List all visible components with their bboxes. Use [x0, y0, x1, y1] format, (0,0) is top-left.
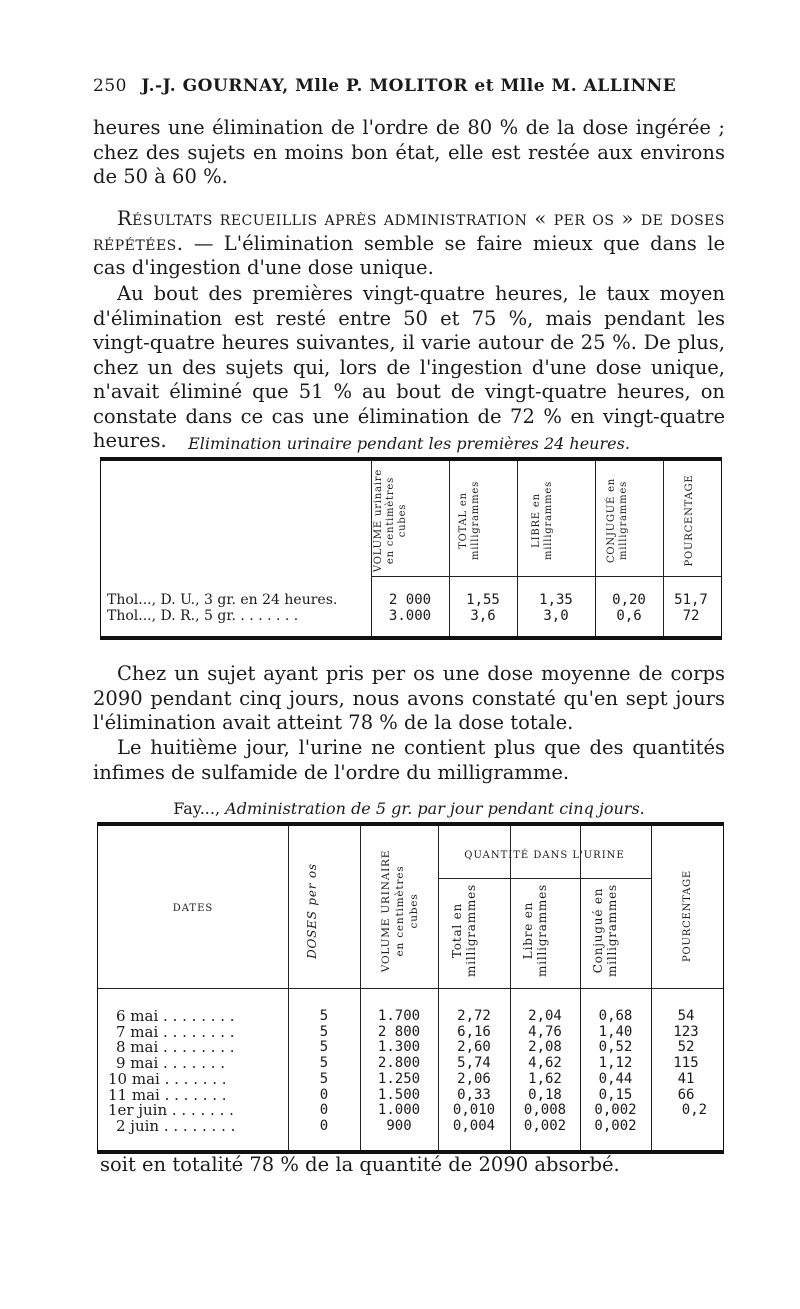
table2-date-2: 7 mai . . . . . . . .	[116, 1022, 235, 1041]
table1-cell: 0,6	[616, 608, 642, 624]
table2	[97, 822, 724, 1154]
paragraph-6: soit en totalité 78 % de la quantité de 2090 absorbé.	[100, 1153, 620, 1176]
table1-cell: 3.000	[388, 608, 432, 624]
table1-header-pourcentage: POURCENTAGE	[684, 474, 695, 567]
table2-header-pourcentage: POURCENTAGE	[682, 869, 693, 963]
table2-caption-prefix: Fay...,	[173, 799, 221, 818]
authors: J.-J. GOURNAY, Mlle P. MOLITOR et Mlle M. ALLINNE	[141, 76, 677, 96]
table2-date-7: 1er juin . . . . . . .	[108, 1101, 234, 1120]
table2-date-1: 6 mai . . . . . . . .	[116, 1007, 235, 1025]
table2-libre-column: 2,04 4,76 2,08 4,62 1,62 0,18 0,008 0,002	[523, 1008, 567, 1134]
paragraph-5-text: Le huitième jour, l'urine ne contient plus que des quantités infimes de sulfamide de l'ordre du milligramme.	[93, 736, 725, 784]
table2-header-conjugue: Conjugué en milligrammes	[591, 884, 619, 977]
section-text: — L'élimination semble se faire mieux que dans le cas d'ingestion d'une dose unique.	[93, 231, 725, 279]
table2-volume-column: 1.700 2 800 1.300 2.800 1.250 1.500 1.000 900	[377, 1008, 421, 1134]
table2-date-8: 2 juin . . . . . . . .	[116, 1116, 236, 1135]
table2-header-doses: DOSES per os	[305, 863, 319, 959]
table2-header-dates: DATES	[172, 903, 214, 914]
table2-caption-rest: Administration de 5 gr. par jour pendant cinq jours.	[225, 799, 645, 818]
table2-caption	[93, 799, 725, 818]
section-heading: Résultats recueillis après administration « per os » de doses répétées.	[93, 207, 725, 255]
paragraph-2	[93, 207, 725, 281]
table2-total-column: 2,72 6,16 2,60 5,74 2,06 0,33 0,010 0,004	[452, 1008, 496, 1134]
table2-date-6: 11 mai . . . . . . .	[108, 1085, 227, 1104]
table1-row-1-label: Thol..., D. U., 3 gr. en 24 heures.	[107, 592, 338, 608]
paragraph-4	[93, 662, 725, 736]
table1-cell: 3,6	[470, 608, 496, 624]
table2-doses-column: 5 5 5 5 5 0 0 0	[319, 1008, 329, 1134]
table2-header-libre: Libre en milligrammes	[521, 884, 549, 977]
table1-header-total: TOTAL en milligrammes	[458, 480, 481, 561]
page-number: 250	[93, 76, 127, 96]
table2-header-group: QUANTITÉ DANS L'URINE	[464, 850, 625, 861]
paragraph-1: heures une élimination de l'ordre de 80 % de la dose ingérée ; chez des sujets en moins bon état, elle est restée aux environs de 50 à 60 %.	[93, 116, 725, 188]
table1-cell: 0,20	[612, 592, 646, 608]
table2-header-volume: VOLUME URINAIRE en centimètres cubes	[380, 849, 420, 973]
table1-cell: 1,55	[466, 592, 500, 608]
table1-cell: 51,7	[674, 592, 708, 608]
table1-header-libre: LIBRE en milligrammes	[531, 480, 554, 561]
table1-header-conjugue: CONJUGUÉ en milligrammes	[606, 477, 629, 564]
table2-pourcentage-column: 54 123 52 115 41 66 0,2	[673, 1008, 708, 1119]
table1-cell: 2 000	[388, 592, 432, 608]
table2-date-5: 10 mai . . . . . . .	[108, 1069, 227, 1088]
table2-date-3: 8 mai . . . . . . . .	[116, 1038, 235, 1057]
paragraph-5	[93, 736, 725, 785]
paragraph-4-text: Chez un sujet ayant pris per os une dose moyenne de corps 2090 pendant cinq jours, nous avons constaté qu'en sept jours l'élimination avait atteint 78 % de la dose totale.	[93, 662, 725, 734]
table1-header-volume: VOLUME urinaire en centimètres cubes	[373, 468, 408, 573]
table1-cell: 3,0	[543, 608, 569, 624]
paragraph-3-text: Au bout des premières vingt-quatre heures, le taux moyen d'élimination est resté entre 50 et 75 %, mais pendant les vingt-quatre heures suivantes, il varie autour de 25 %. De plus, chez un des sujets qui, lors de l'ingestion d'une dose unique, n'avait éliminé que 51 % au bout de vingt-quatre heures, on constate dans ce cas une élimination de 72 % en vingt-quatre heures.	[93, 282, 725, 452]
table1-cell: 1,35	[539, 592, 573, 608]
table1-caption: Elimination urinaire pendant les premières 24 heures.	[188, 434, 630, 453]
table1-row-2-label: Thol..., D. R., 5 gr. . . . . . . .	[107, 608, 299, 624]
table2-date-4: 9 mai . . . . . . .	[116, 1054, 226, 1073]
table1-cell: 72	[682, 608, 700, 624]
table2-conjugue-column: 0,68 1,40 0,52 1,12 0,44 0,15 0,002 0,002	[594, 1008, 637, 1134]
paragraph-3	[93, 282, 725, 454]
table2-header-total: Total en milligrammes	[450, 884, 478, 977]
table1	[100, 457, 722, 640]
running-header	[93, 76, 713, 96]
